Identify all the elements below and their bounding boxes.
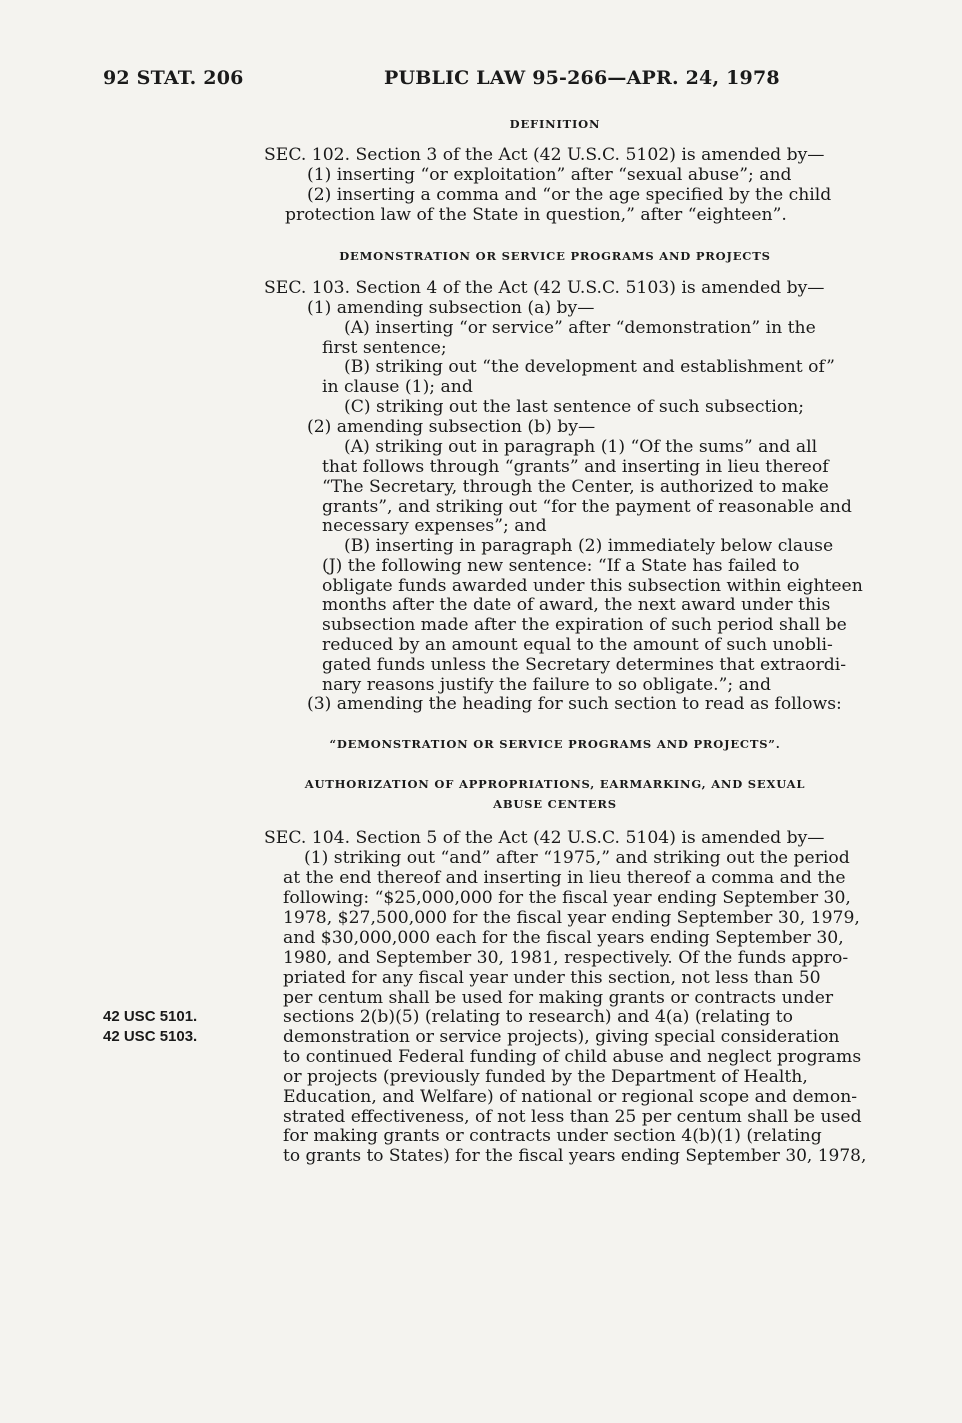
text-line: demonstration or service projects), giving special consideration bbox=[283, 1027, 840, 1047]
text-line: in clause (1); and bbox=[322, 377, 473, 397]
text-line: SEC. 103. Section 4 of the Act (42 U.S.C. 5103) is amended by— bbox=[264, 278, 825, 298]
text-line: for making grants or contracts under section 4(b)(1) (relating bbox=[283, 1126, 822, 1146]
text-line: (J) the following new sentence: “If a State has failed to bbox=[322, 556, 800, 576]
text-line: months after the date of award, the next award under this bbox=[322, 595, 831, 615]
section-heading-definition: DEFINITION bbox=[509, 117, 601, 131]
text-line: obligate funds awarded under this subsection within eighteen bbox=[322, 576, 863, 596]
text-line: protection law of the State in question,” after “eighteen”. bbox=[285, 205, 787, 225]
text-line: “The Secretary, through the Center, is authorized to make bbox=[322, 477, 829, 497]
text-line: 1980, and September 30, 1981, respectively. Of the funds appro- bbox=[283, 948, 849, 968]
text-line: reduced by an amount equal to the amount of such unobli- bbox=[322, 635, 833, 655]
text-line: (1) inserting “or exploitation” after “sexual abuse”; and bbox=[307, 165, 792, 185]
section-heading-demonstration: DEMONSTRATION OR SERVICE PROGRAMS AND PROJECTS bbox=[339, 249, 771, 263]
quoted-heading: “DEMONSTRATION OR SERVICE PROGRAMS AND PROJECTS”. bbox=[329, 737, 781, 751]
text-line: to grants to States) for the fiscal years ending September 30, 1978, bbox=[283, 1146, 867, 1166]
text-line: SEC. 104. Section 5 of the Act (42 U.S.C. 5104) is amended by— bbox=[264, 828, 825, 848]
text-line: at the end thereof and inserting in lieu thereof a comma and the bbox=[283, 868, 846, 888]
text-line: necessary expenses”; and bbox=[322, 516, 547, 536]
page-title: PUBLIC LAW 95-266—APR. 24, 1978 bbox=[384, 67, 780, 89]
text-line: (2) amending subsection (b) by— bbox=[307, 417, 596, 437]
text-line: or projects (previously funded by the Department of Health, bbox=[283, 1067, 808, 1087]
text-line: grants”, and striking out “for the payment of reasonable and bbox=[322, 497, 852, 517]
text-line: SEC. 102. Section 3 of the Act (42 U.S.C. 5102) is amended by— bbox=[264, 145, 825, 165]
text-line: (2) inserting a comma and “or the age specified by the child bbox=[307, 185, 832, 205]
text-line: subsection made after the expiration of such period shall be bbox=[322, 615, 847, 635]
text-line: following: “$25,000,000 for the fiscal year ending September 30, bbox=[283, 888, 851, 908]
text-line: priated for any fiscal year under this section, not less than 50 bbox=[283, 968, 821, 988]
statute-page-number: 92 STAT. 206 bbox=[103, 67, 244, 89]
text-line: (B) inserting in paragraph (2) immediately below clause bbox=[344, 536, 834, 556]
text-line: 1978, $27,500,000 for the fiscal year ending September 30, 1979, bbox=[283, 908, 860, 928]
section-heading-authorization-line2: ABUSE CENTERS bbox=[493, 797, 617, 811]
text-line: first sentence; bbox=[322, 338, 447, 358]
text-line: per centum shall be used for making grants or contracts under bbox=[283, 988, 834, 1008]
text-line: to continued Federal funding of child abuse and neglect programs bbox=[283, 1047, 862, 1067]
text-line: (3) amending the heading for such section to read as follows: bbox=[307, 694, 842, 714]
text-line: (B) striking out “the development and establishment of” bbox=[344, 357, 835, 377]
text-line: gated funds unless the Secretary determines that extraordi- bbox=[322, 655, 847, 675]
text-line: (C) striking out the last sentence of such subsection; bbox=[344, 397, 805, 417]
text-line: sections 2(b)(5) (relating to research) and 4(a) (relating to bbox=[283, 1007, 793, 1027]
text-line: (1) amending subsection (a) by— bbox=[307, 298, 595, 318]
text-line: (A) inserting “or service” after “demonstration” in the bbox=[344, 318, 816, 338]
text-line: nary reasons justify the failure to so obligate.”; and bbox=[322, 675, 771, 695]
text-line: that follows through “grants” and inserting in lieu thereof bbox=[322, 457, 829, 477]
margin-note-citation: 42 USC 5101. bbox=[103, 1008, 198, 1025]
text-line: and $30,000,000 each for the fiscal years ending September 30, bbox=[283, 928, 844, 948]
section-heading-authorization-line1: AUTHORIZATION OF APPROPRIATIONS, EARMARKING, AND SEXUAL bbox=[304, 777, 806, 791]
margin-note-citation: 42 USC 5103. bbox=[103, 1028, 198, 1045]
text-line: (1) striking out “and” after “1975,” and striking out the period bbox=[304, 848, 850, 868]
text-line: strated effectiveness, of not less than 25 per centum shall be used bbox=[283, 1107, 862, 1127]
text-line: Education, and Welfare) of national or regional scope and demon- bbox=[283, 1087, 858, 1107]
text-line: (A) striking out in paragraph (1) “Of the sums” and all bbox=[344, 437, 818, 457]
